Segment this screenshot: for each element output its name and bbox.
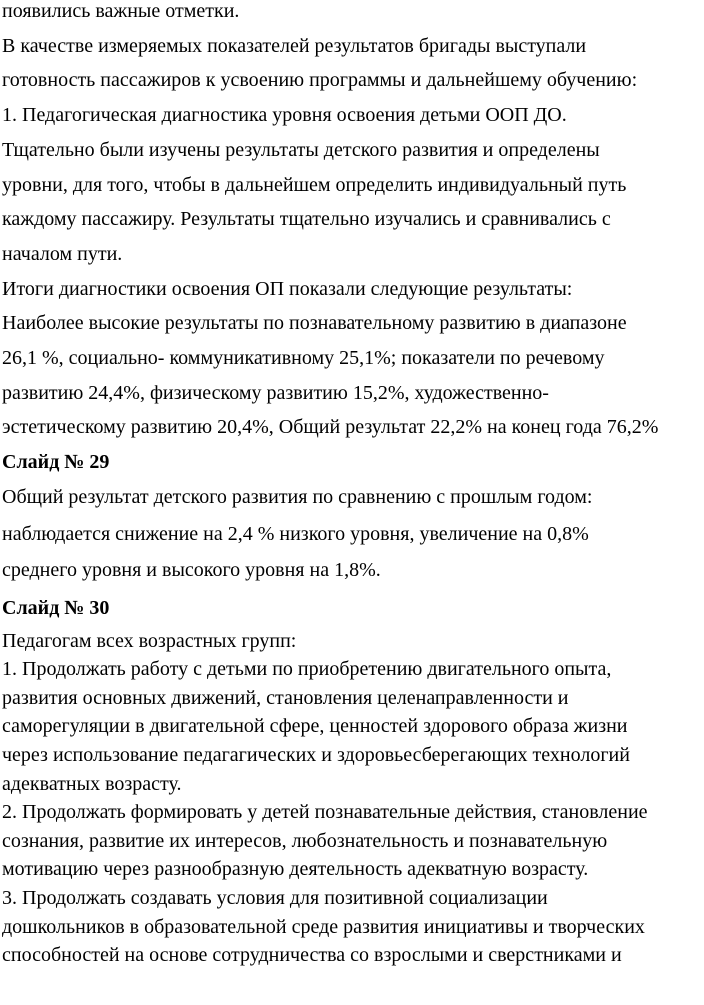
text-line: сознания, развитие их интересов, любознательность и познавательную — [2, 829, 608, 852]
text-line: развития основных движений, становления целенаправленности и — [2, 686, 569, 709]
document-page — [2, 0, 702, 970]
text-line: Наиболее высокие результаты по познавательному развитию в диапазоне — [2, 312, 627, 335]
text-line: адекватных возрасту. — [2, 772, 182, 795]
text-line: саморегуляции в двигательной сфере, ценностей здорового образа жизни — [2, 715, 628, 738]
slide-30-section — [2, 627, 702, 970]
text-line: 26,1 %, социально- коммуникативному 25,1%; показатели по речевому — [2, 347, 605, 370]
text-line: началом пути. — [2, 242, 123, 265]
text-line: Педагогам всех возрастных групп: — [2, 629, 297, 652]
text-line: появились важные отметки. — [2, 0, 240, 22]
text-line: В качестве измеряемых показателей результатов бригады выступали — [2, 34, 587, 57]
text-line: через использование педагагических и здоровьесберегающих технологий — [2, 744, 630, 767]
text-line: Итоги диагностики освоения ОП показали следующие результаты: — [2, 277, 573, 300]
text-line: готовность пассажиров к усвоению программы и дальнейшему обучению: — [2, 69, 638, 92]
text-line: наблюдается снижение на 2,4 % низкого уровня, увеличение на 0,8% — [2, 522, 589, 545]
slide-29-section — [2, 479, 702, 589]
text-line: 1. Продолжать работу с детьми по приобретению двигательного опыта, — [2, 658, 612, 681]
text-line: способностей на основе сотрудничества со взрослыми и сверстниками и — [2, 944, 622, 967]
text-line: развитию 24,4%, физическому развитию 15,2%, художественно- — [2, 381, 549, 404]
text-line: мотивацию через разнообразную деятельность адекватную возрасту. — [2, 858, 589, 881]
text-line: дошкольников в образовательной среде развития инициативы и творческих — [2, 915, 645, 938]
text-line: Тщательно были изучены результаты детского развития и определены — [2, 138, 600, 161]
text-line: среднего уровня и высокого уровня на 1,8%. — [2, 559, 381, 582]
text-line: каждому пассажиру. Результаты тщательно изучались и сравнивались с — [2, 208, 611, 231]
text-line: 1. Педагогическая диагностика уровня освоения детьми ООП ДО. — [2, 104, 567, 127]
text-line: 2. Продолжать формировать у детей познавательные действия, становление — [2, 801, 648, 824]
text-line: 3. Продолжать создавать условия для позитивной социализации — [2, 886, 548, 909]
text-line: Общий результат детского развития по сравнению с прошлым годом: — [2, 486, 593, 509]
intro-section — [2, 0, 702, 445]
slide-29-heading: Слайд № 29 — [2, 451, 110, 474]
text-line: уровни, для того, чтобы в дальнейшем определить индивидуальный путь — [2, 173, 627, 196]
text-line: эстетическому развитию 20,4%, Общий результат 22,2% на конец года 76,2% — [2, 416, 659, 439]
slide-30-heading: Слайд № 30 — [2, 596, 110, 619]
